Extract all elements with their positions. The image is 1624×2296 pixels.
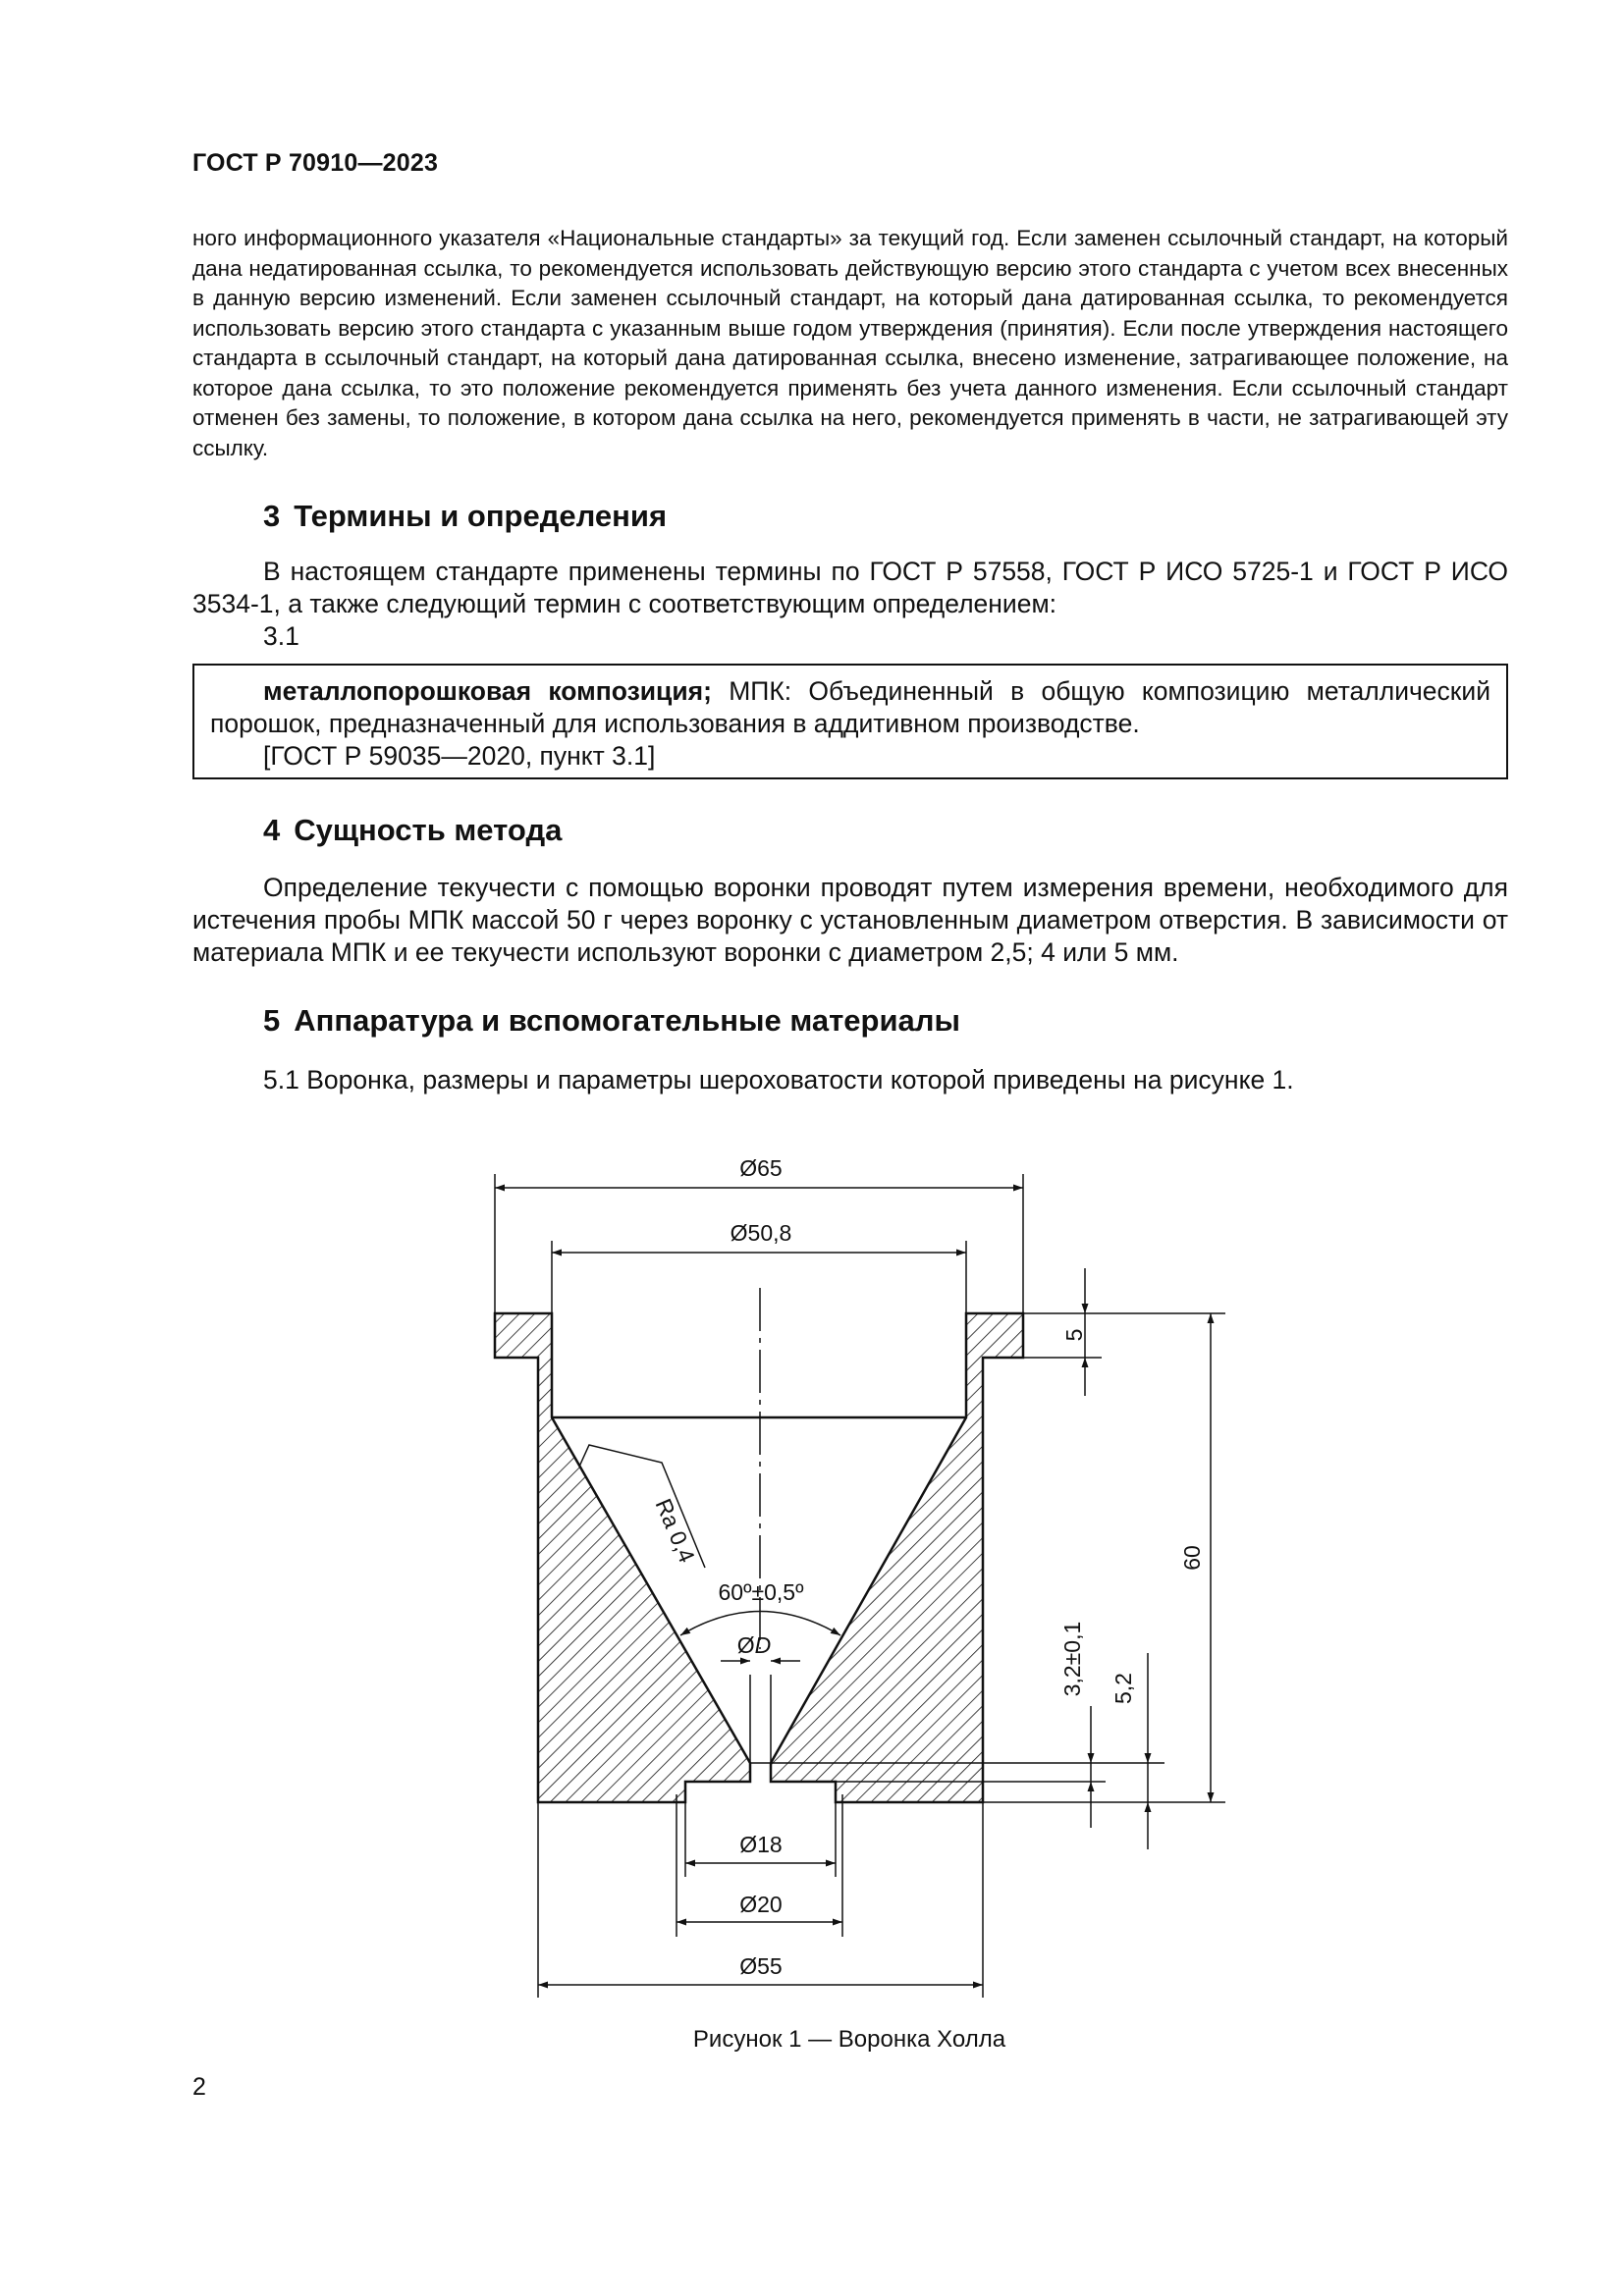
term-source: [ГОСТ Р 59035—2020, пункт 3.1] xyxy=(263,741,656,771)
section-5-number: 5 xyxy=(263,1003,281,1038)
figure-caption: Рисунок 1 — Воронка Холла xyxy=(692,2026,1006,2053)
section-5-item: 5.1 Воронка, размеры и параметры шероховатости которой приведены на рисунке 1. xyxy=(263,1065,1294,1095)
angle-label: 60º±0,5º xyxy=(718,1579,804,1605)
dim-label-60: 60 xyxy=(1179,1545,1206,1571)
intro-text: ного информационного указателя «Национальные стандарты» за текущий год. Если заменен ссылочный стандарт, на который дана недатированная ссылка, то рекомендуется использовать действующую версию этого стандарта с учетом всех внесенных в данную версию изменений. Если заменен ссылочный стандарт, на который дана датированная ссылка, то рекомендуется использовать версию этого стандарта с указанным выше годом утверждения (принятия). Если после утверждения настоящего стандарта в ссылочный стандарт, на который дана датированная ссылка, внесено изменение, затрагивающее положение, на которое дана ссылка, то это положение рекомендуется применять без учета данного изменения. Если ссылочный стандарт отменен без замены, то положение, в котором дана ссылка на него, рекомендуется применять в части, не затрагивающей эту ссылку. xyxy=(192,226,1508,460)
section-4-title: Сущность метода xyxy=(294,813,563,847)
dim-label-dD: ØD xyxy=(736,1632,772,1658)
section-3-text: В настоящем стандарте применены термины по ГОСТ Р 57558, ГОСТ Р ИСО 5725-1 и ГОСТ Р ИСО 3534-1, а также следующий термин с соответствующим определением: xyxy=(192,557,1508,618)
section-5-title: Аппаратура и вспомогательные материалы xyxy=(294,1003,960,1038)
roughness-label: Ra 0,4 xyxy=(650,1494,700,1567)
dim-label-d55: Ø55 xyxy=(739,1953,783,1979)
funnel-left-section xyxy=(495,1313,750,1802)
section-4-number: 4 xyxy=(263,813,281,847)
dim-label-d65: Ø65 xyxy=(739,1155,783,1181)
page-number: 2 xyxy=(192,2073,206,2101)
dim-label-3-2: 3,2±0,1 xyxy=(1059,1621,1086,1697)
dim-label-d18: Ø18 xyxy=(739,1832,783,1857)
term-text: МПК: Объединенный в общую композицию металлический порошок, предназначенный для использования в аддитивном производстве. xyxy=(210,676,1490,738)
funnel-right-section xyxy=(771,1313,1023,1802)
term-name: металлопорошковая композиция; xyxy=(263,676,712,706)
section-4-text: Определение текучести с помощью воронки проводят путем измерения времени, необходимого для истечения пробы МПК массой 50 г через воронку с установленным диаметром отверстия. В зависимости от материала МПК и ее текучести используют воронки с диаметром 2,5; 4 или 5 мм. xyxy=(192,873,1508,967)
document-header: ГОСТ Р 70910—2023 xyxy=(192,149,439,177)
dim-label-d50-8: Ø50,8 xyxy=(730,1220,792,1246)
dim-label-5-2: 5,2 xyxy=(1110,1673,1137,1704)
dim-label-d20: Ø20 xyxy=(739,1892,783,1917)
section-3-number: 3 xyxy=(263,499,281,533)
section-3-item-number: 3.1 xyxy=(263,621,299,651)
dim-label-5: 5 xyxy=(1061,1328,1088,1342)
section-3-title: Термины и определения xyxy=(294,499,668,533)
